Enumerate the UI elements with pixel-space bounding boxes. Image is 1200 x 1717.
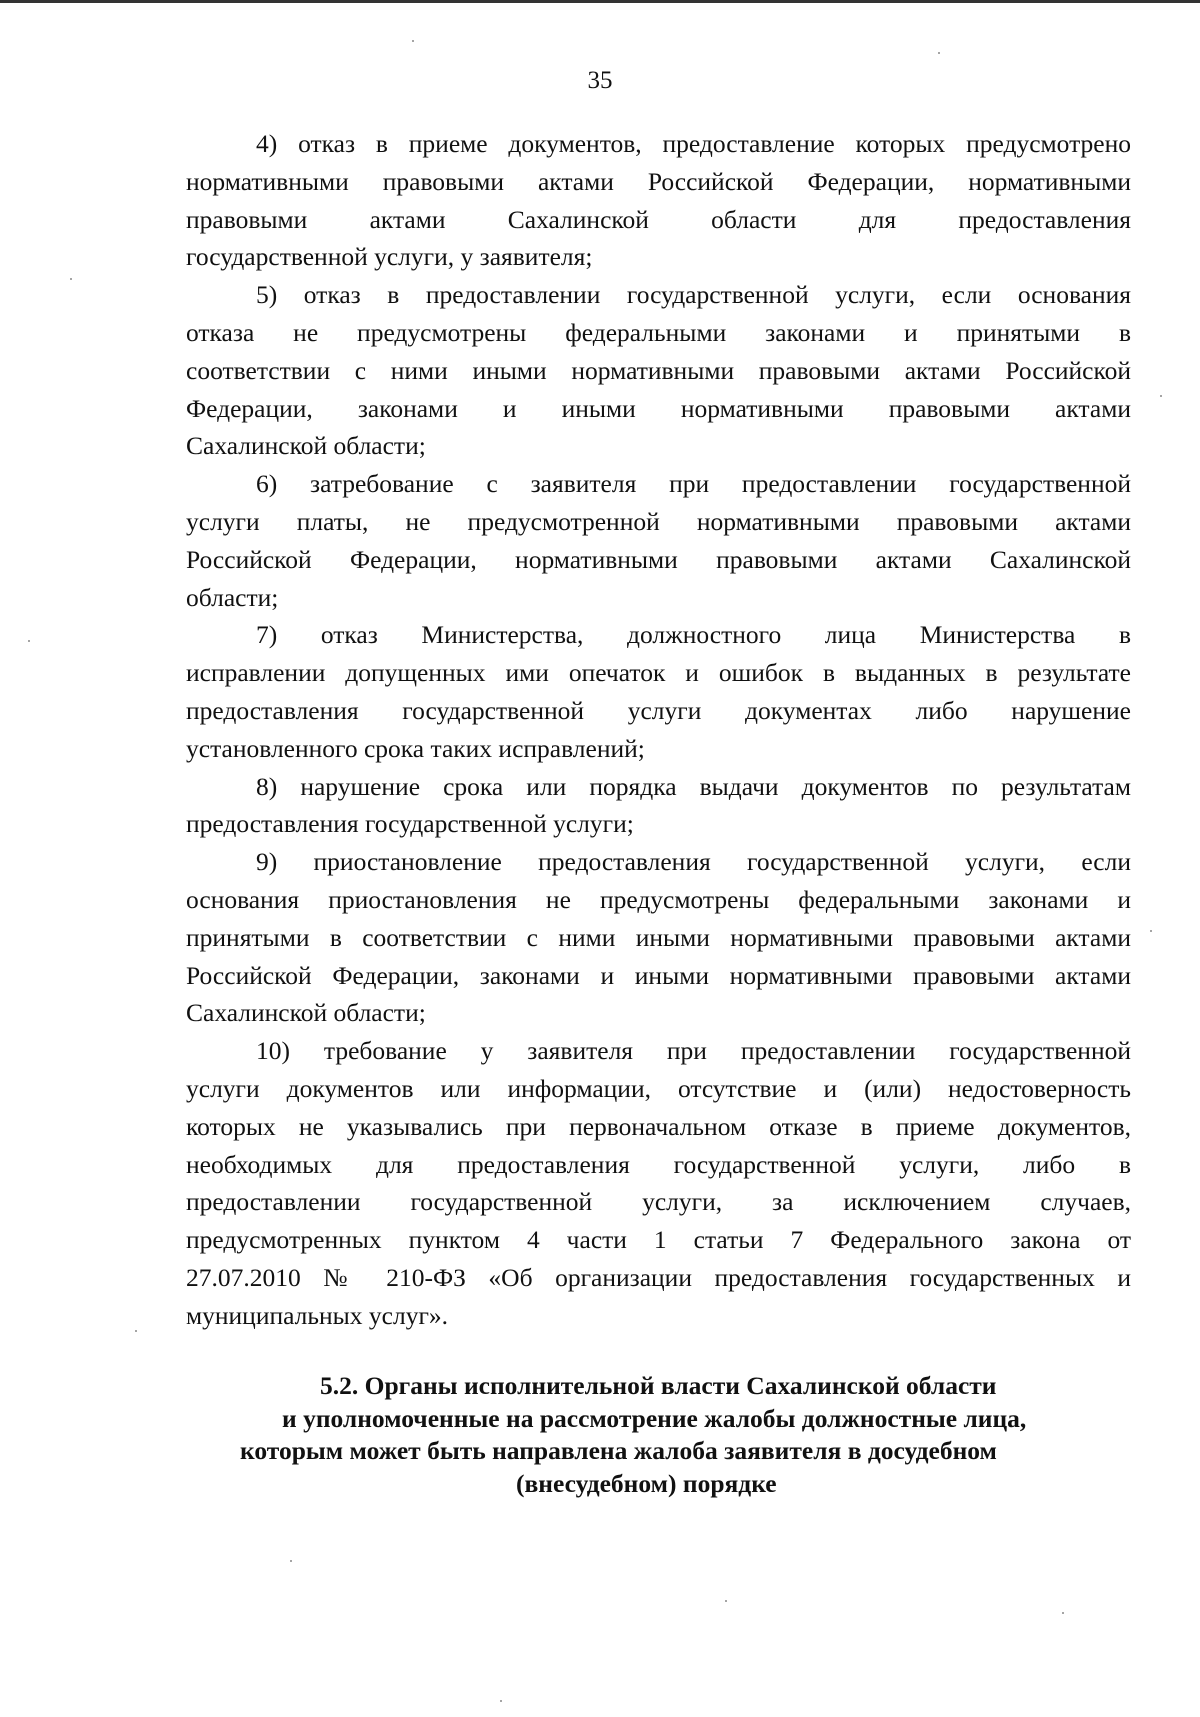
text-line: отказа не предусмотрены федеральными законами и принятыми в bbox=[186, 317, 1131, 347]
scan-speck bbox=[28, 640, 30, 642]
scan-speck bbox=[938, 52, 940, 54]
scan-speck bbox=[725, 1600, 727, 1602]
text-line: 5) отказ в предоставлении государственной услуги, если основания bbox=[256, 280, 1131, 310]
text-line: Российской Федерации, нормативными правовыми актами Сахалинской bbox=[186, 544, 1131, 574]
scan-speck bbox=[500, 1700, 502, 1702]
text-line: нормативными правовыми актами Российской Федерации, нормативными bbox=[186, 166, 1131, 196]
text-line: предусмотренных пунктом 4 части 1 статьи 7 Федерального закона от bbox=[186, 1225, 1131, 1255]
list-item-5 bbox=[186, 276, 1131, 465]
text-line: Российской Федерации, законами и иными нормативными правовыми актами bbox=[186, 960, 1131, 990]
scan-speck bbox=[290, 1560, 292, 1562]
heading-line: (внесудебном) порядке bbox=[516, 1468, 777, 1498]
text-line: услуги документов или информации, отсутствие и (или) недостоверность bbox=[186, 1073, 1131, 1103]
text-line: 4) отказ в приеме документов, предоставление которых предусмотрено bbox=[256, 129, 1131, 158]
text-line: предоставления государственной услуги документах либо нарушение bbox=[186, 695, 1131, 725]
text-line: области; bbox=[186, 582, 279, 612]
text-line: услуги платы, не предусмотренной нормативными правовыми актами bbox=[186, 506, 1131, 536]
text-line: 8) нарушение срока или порядка выдачи документов по результатам bbox=[256, 771, 1131, 801]
list-item-9 bbox=[186, 843, 1131, 1032]
text-line: предоставления государственной услуги; bbox=[186, 809, 634, 839]
text-line: Сахалинской области; bbox=[186, 998, 426, 1028]
text-line: 7) отказ Министерства, должностного лица Министерства в bbox=[256, 620, 1131, 650]
list-item-4 bbox=[186, 125, 1131, 276]
scan-speck bbox=[412, 40, 414, 42]
list-item-6 bbox=[186, 465, 1131, 616]
text-line: исправлении допущенных ими опечаток и ошибок в выданных в результате bbox=[186, 658, 1131, 688]
text-line: 9) приостановление предоставления государственной услуги, если bbox=[256, 847, 1131, 877]
scan-speck bbox=[1062, 1612, 1064, 1614]
text-line: 27.07.2010 № 210-ФЗ «Об организации предоставления государственных и bbox=[186, 1262, 1131, 1292]
list-item-8 bbox=[186, 768, 1131, 844]
scan-speck bbox=[135, 1330, 137, 1332]
text-line: необходимых для предоставления государственной услуги, либо в bbox=[186, 1149, 1131, 1179]
scan-speck bbox=[1160, 395, 1162, 397]
text-line: Федерации, законами и иными нормативными правовыми актами bbox=[186, 393, 1131, 423]
list-item-10 bbox=[186, 1032, 1131, 1334]
text-line: основания приостановления не предусмотрены федеральными законами и bbox=[186, 884, 1131, 914]
heading-line: которым может быть направлена жалоба заявителя в досудебном bbox=[240, 1436, 997, 1465]
text-line: 6) затребование с заявителя при предоставлении государственной bbox=[256, 469, 1131, 499]
text-line: принятыми в соответствии с ними иными нормативными правовыми актами bbox=[186, 922, 1131, 952]
text-line: предоставлении государственной услуги, за исключением случаев, bbox=[186, 1187, 1131, 1217]
page-number: 35 bbox=[587, 67, 613, 94]
scan-top-edge bbox=[0, 0, 1200, 3]
document-body bbox=[186, 125, 1131, 1335]
heading-line: 5.2. Органы исполнительной власти Сахалинской области bbox=[320, 1371, 997, 1400]
text-line: муниципальных услуг». bbox=[186, 1300, 449, 1330]
text-line: соответствии с ними иными нормативными правовыми актами Российской bbox=[186, 355, 1131, 385]
heading-line: и уполномоченные на рассмотрение жалобы должностные лица, bbox=[282, 1403, 1027, 1433]
scan-speck bbox=[1150, 930, 1152, 932]
text-line: 10) требование у заявителя при предоставлении государственной bbox=[256, 1036, 1131, 1066]
text-line: правовыми актами Сахалинской области для предоставления bbox=[186, 204, 1131, 234]
list-item-7 bbox=[186, 616, 1131, 767]
text-line: установленного срока таких исправлений; bbox=[186, 733, 645, 763]
section-heading bbox=[186, 1370, 1131, 1500]
scan-speck bbox=[70, 278, 72, 280]
text-line: Сахалинской области; bbox=[186, 431, 426, 461]
text-line: государственной услуги, у заявителя; bbox=[186, 242, 593, 272]
text-line: которых не указывались при первоначальном отказе в приеме документов, bbox=[186, 1111, 1131, 1141]
